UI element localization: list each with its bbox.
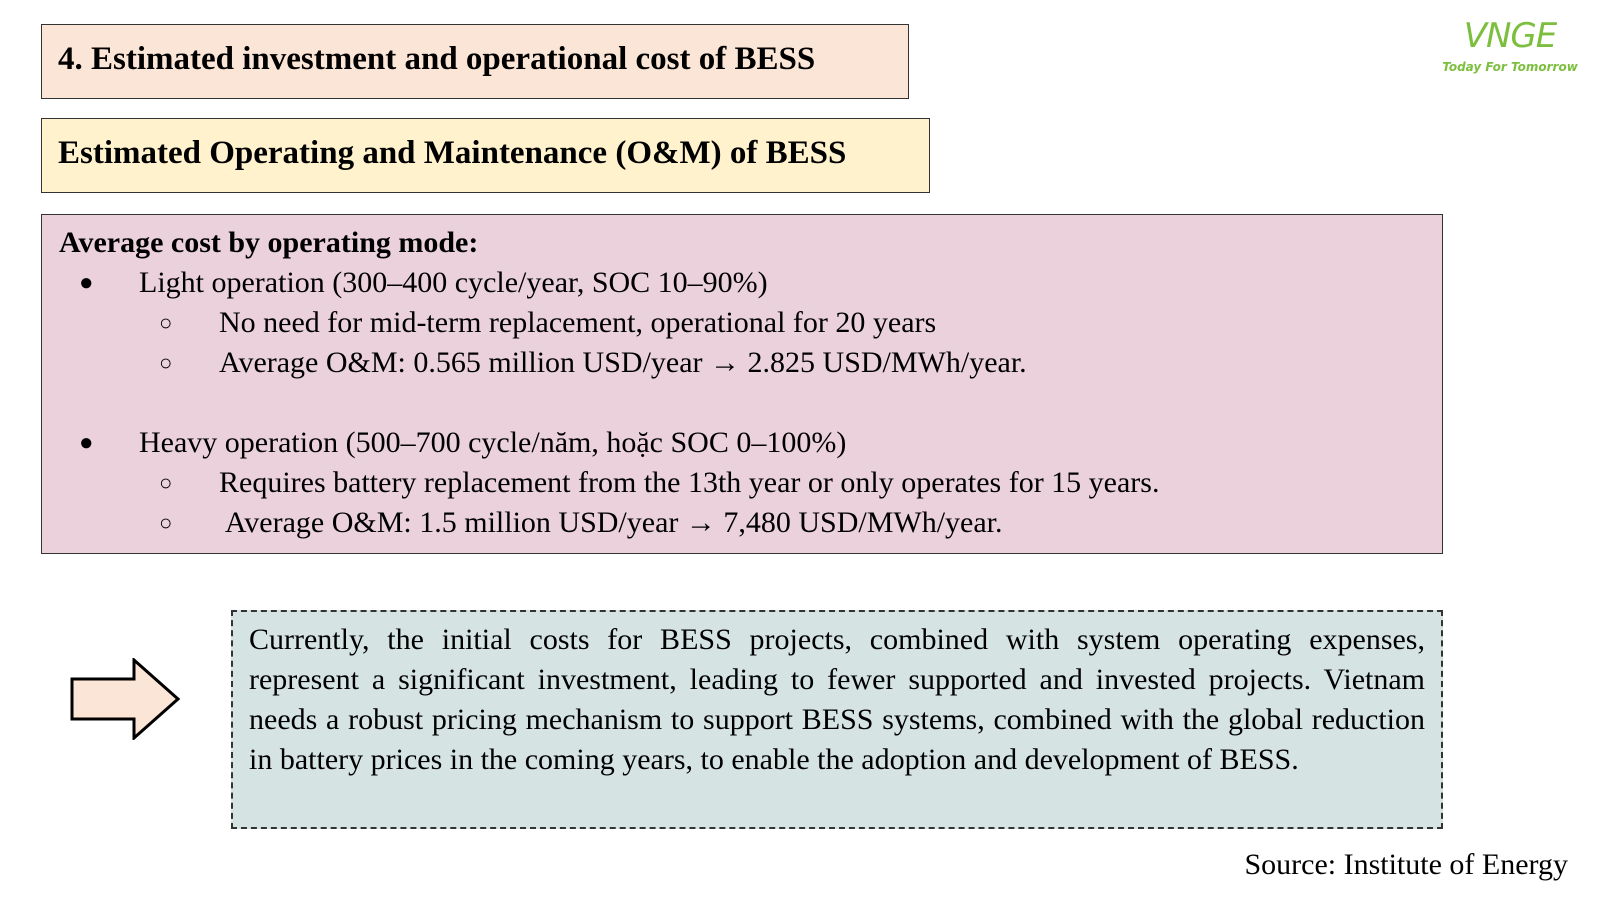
mode-heavy-detail-text: Average O&M: 1.5 million USD/year → 7,480 USD/MWh/year. (219, 506, 1003, 539)
sub-bullet-icon: ○ (159, 310, 173, 335)
logo-wordmark: VNGE (1463, 16, 1557, 56)
vnge-logo (1440, 18, 1580, 88)
conclusion-box (231, 610, 1443, 829)
om-cost-panel (41, 214, 1443, 554)
sub-bullet-icon: ○ (159, 510, 173, 535)
right-arrow-shape (72, 660, 178, 738)
section-subtitle (41, 118, 930, 193)
slide-title-text: 4. Estimated investment and operational cost of BESS (58, 41, 816, 77)
mode-light-detail-text: No need for mid-term replacement, operational for 20 years (219, 306, 937, 339)
mode-light-detail (59, 303, 1442, 343)
bullet-icon: ● (79, 430, 94, 456)
bullet-icon: ● (79, 270, 94, 296)
source-citation: Source: Institute of Energy (1244, 848, 1568, 881)
mode-heavy-detail (59, 503, 1442, 543)
logo-mark (1440, 18, 1580, 56)
mode-light (59, 263, 1442, 303)
mode-heavy-detail (59, 463, 1442, 503)
mode-light-detail-text: Average O&M: 0.565 million USD/year → 2.825 USD/MWh/year. (219, 346, 1027, 379)
logo-tagline: Today For Tomorrow (1442, 60, 1578, 74)
right-arrow-icon (70, 658, 182, 740)
om-heading: Average cost by operating mode: (59, 226, 479, 259)
mode-heavy-detail-text: Requires battery replacement from the 13th year or only operates for 15 years. (219, 466, 1160, 499)
sub-bullet-icon: ○ (159, 470, 173, 495)
spacer (59, 383, 1442, 423)
sub-bullet-icon: ○ (159, 350, 173, 375)
section-subtitle-text: Estimated Operating and Maintenance (O&M) of BESS (58, 135, 847, 171)
slide-title (41, 24, 909, 99)
conclusion-text: Currently, the initial costs for BESS projects, combined with system operating expenses, represent a significant investment, leading to fewer supported and invested projects. Vietnam needs a robust pricing mechanism to support BESS systems, combined with the global reduction in battery prices in the coming years, to enable the adoption and development of BESS. (249, 623, 1425, 776)
mode-heavy-label: Heavy operation (500–700 cycle/năm, hoặc SOC 0–100%) (139, 426, 847, 459)
mode-heavy (59, 423, 1442, 463)
mode-light-label: Light operation (300–400 cycle/year, SOC 10–90%) (139, 266, 768, 299)
mode-light-detail (59, 343, 1442, 383)
